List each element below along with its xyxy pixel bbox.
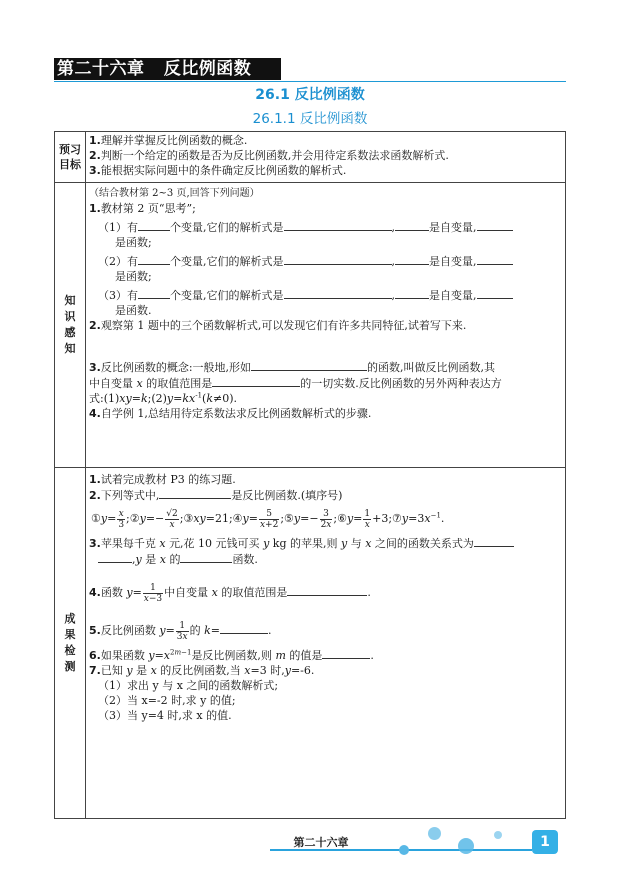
knowledge-q3-cont: 中自变量 x 的取值范围是 的一切实数.反比例函数的另外两种表达方 — [89, 377, 502, 390]
knowledge-sub-item: （3）有 个变量,它们的解析式是 , 是自变量, — [89, 287, 562, 303]
knowledge-q4: 4.自学例 1,总结用待定系数法求反比例函数解析式的步骤. — [89, 407, 372, 420]
answer-blank[interactable] — [477, 287, 513, 299]
results-label-cell — [55, 468, 86, 819]
knowledge-sub-cont: 是函数. — [115, 304, 152, 317]
footer-dot — [494, 831, 502, 839]
answer-blank[interactable] — [138, 287, 170, 299]
footer-dot — [399, 845, 409, 855]
knowledge-label-cell — [55, 183, 86, 468]
knowledge-q3: 3.反比例函数的概念:一般地,形如 的函数,叫做反比例函数,其 — [89, 361, 496, 374]
results-q3: 3.苹果每千克 x 元,花 10 元钱可买 y kg 的苹果,则 y 与 x 之间的函数关系式为 — [89, 535, 562, 551]
knowledge-q1: 1.教材第 2 页“思考”; — [89, 202, 196, 215]
knowledge-label: 知识感知 — [64, 294, 76, 355]
preview-content — [86, 132, 566, 183]
knowledge-sub-cont: 是函数; — [115, 236, 152, 249]
knowledge-content — [86, 183, 566, 468]
answer-blank[interactable] — [180, 551, 232, 563]
preview-item: 2.判断一个给定的函数是否为反比例函数,并会用待定系数法求函数解析式. — [89, 149, 449, 162]
results-q2-equations: ①y= $\frac{x}{3}$ ;②y=− $\frac{√2}{x}$ ;③xy=21;④y= $\frac{5}{x+2}$ ;⑤y=− $\frac{3}{2x}$ ;⑥y= $\frac{1}{x}$ $+3;⑦y=3x^{-1}$. — [91, 508, 445, 530]
answer-blank[interactable] — [212, 375, 300, 387]
answer-blank[interactable] — [138, 253, 170, 265]
answer-blank[interactable] — [474, 535, 514, 547]
preview-row — [55, 132, 566, 183]
answer-blank[interactable] — [395, 219, 429, 231]
answer-blank[interactable] — [477, 253, 513, 265]
results-label: 成果检测 — [64, 612, 76, 673]
answer-blank[interactable] — [284, 287, 392, 299]
preview-item: 1.理解并掌握反比例函数的概念. — [89, 134, 248, 147]
preview-label: 预习目标 — [59, 143, 81, 171]
knowledge-row — [55, 183, 566, 468]
answer-blank[interactable] — [322, 647, 370, 659]
answer-blank[interactable] — [138, 219, 170, 231]
knowledge-sub-item: （1）有 个变量,它们的解析式是 , 是自变量, — [89, 219, 562, 235]
page-number: 1 — [532, 830, 558, 854]
chapter-title: 第二十六章 反比例函数 — [54, 58, 281, 80]
knowledge-q2: 2.观察第 1 题中的三个函数解析式,可以发现它们有许多共同特征,试着写下来. — [89, 319, 467, 332]
footer-chapter-title: 第二十六章 — [293, 836, 349, 849]
answer-blank[interactable] — [395, 253, 429, 265]
chapter-rule — [54, 81, 566, 82]
knowledge-q3-cont: 式$:(1)xy=k;(2)y=kx^{-1}(k\ne 0)$. — [89, 391, 238, 405]
answer-blank[interactable] — [284, 219, 392, 231]
results-q1: 1.试着完成教材 P3 的练习题. — [89, 473, 236, 486]
answer-blank[interactable] — [220, 622, 268, 634]
preview-item: 3.能根据实际问题中的条件确定反比例函数的解析式. — [89, 164, 347, 177]
results-q5: 5.反比例函数 y= $\frac{1}{3x}$ 的 k= . — [89, 620, 272, 642]
knowledge-sub-item: （2）有 个变量,它们的解析式是 , 是自变量, — [89, 253, 562, 269]
results-q2: 2.下列等式中, 是反比例函数.(填序号) — [89, 489, 343, 502]
results-row — [55, 468, 566, 819]
results-q6: 6.如果函数 $y=x^{2m-1}$是反比例函数,则 m 的值是 . — [89, 648, 374, 662]
preview-label-cell — [55, 132, 86, 183]
results-q7: 7.已知 y 是 x 的反比例函数,当 x=3 时,y=-6. — [89, 664, 315, 677]
results-q7-sub: （1）求出 y 与 x 之间的函数解析式; — [98, 679, 279, 692]
worksheet-table — [54, 131, 566, 819]
footer-dot — [428, 827, 441, 840]
answer-blank[interactable] — [251, 359, 367, 371]
answer-blank[interactable] — [477, 219, 513, 231]
answer-blank[interactable] — [287, 584, 367, 596]
results-q3-cont: ,y 是 x 的 函数. — [89, 551, 562, 567]
results-content — [86, 468, 566, 819]
knowledge-sub-cont: 是函数; — [115, 270, 152, 283]
knowledge-intro: （结合教材第 2~3 页,回答下列问题） — [89, 188, 260, 199]
results-q7-sub: （2）当 x=-2 时,求 y 的值; — [98, 694, 236, 707]
section-title: 26.1 反比例函数 — [255, 87, 365, 103]
answer-blank[interactable] — [395, 287, 429, 299]
answer-blank[interactable] — [159, 487, 231, 499]
footer-dot — [458, 838, 474, 854]
answer-blank[interactable] — [98, 551, 132, 563]
results-q4: 4.函数 y= $\frac{1}{x-3}$ 中自变量 x 的取值范围是 . — [89, 582, 371, 604]
results-q7-sub: （3）当 y=4 时,求 x 的值. — [98, 709, 232, 722]
answer-blank[interactable] — [284, 253, 392, 265]
subsection-title: 26.1.1 反比例函数 — [252, 111, 368, 127]
